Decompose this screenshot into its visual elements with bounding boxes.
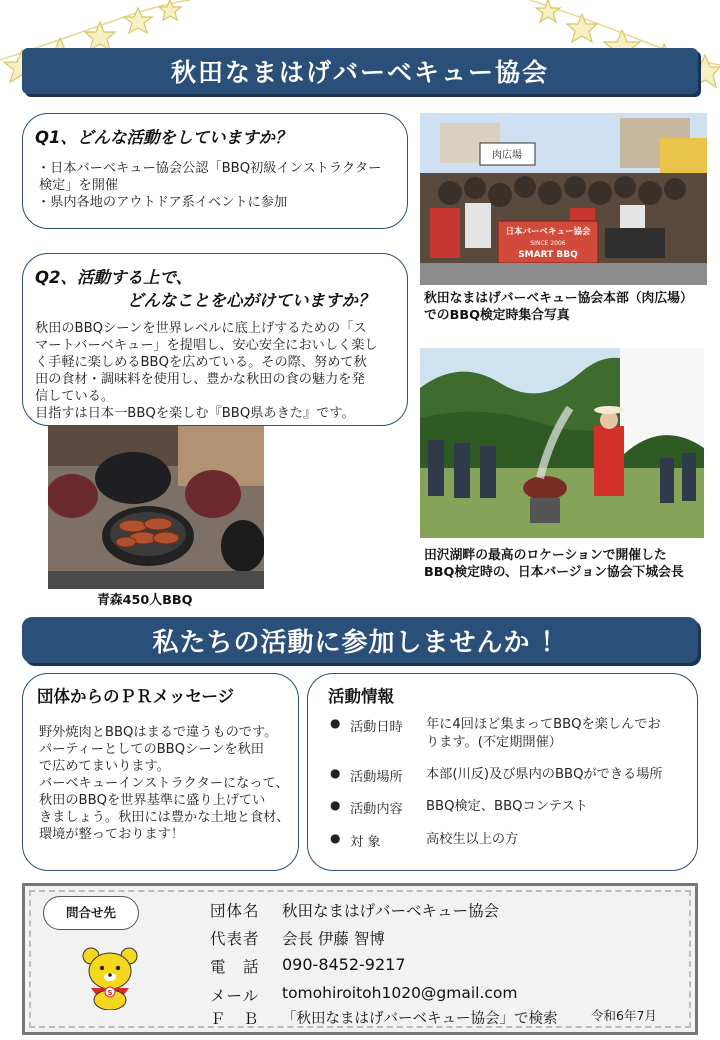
contact-bubble: 問合せ先 (43, 896, 139, 930)
q2-line: く手軽に楽しめるBBQを広めている。その際、努めて秋 (35, 355, 367, 370)
activity-box (307, 673, 698, 871)
title-banner (22, 48, 698, 94)
contact-row-fb (210, 1007, 558, 1029)
pr-title: 団体からのＰＲメッセージ (37, 687, 235, 706)
group-banner-subtext: SINCE 2006 (530, 240, 566, 247)
pr-box (22, 673, 299, 871)
contact-key: メール (210, 987, 260, 1005)
contact-value: 秋田なまはげバーベキュー協会 (282, 902, 500, 920)
aomori-caption: 青森450人BBQ (97, 593, 193, 608)
aomori-photo (48, 426, 264, 589)
activity-row-target (330, 831, 700, 850)
activity-label: 対 象 (350, 835, 381, 850)
issue-date: 令和6年7月 (591, 1008, 657, 1023)
contact-value: 会長 伊藤 智博 (282, 930, 385, 948)
activity-label: 活動内容 (350, 802, 403, 817)
contact-row-email (210, 984, 518, 1006)
contact-row-phone (210, 955, 406, 977)
group-photo (420, 113, 707, 285)
q2-box (22, 253, 408, 426)
group-photo-caption (424, 290, 714, 324)
q1-box (22, 113, 408, 229)
q2-title-line1: Q2、活動する上で、 (35, 268, 193, 287)
mascot-badge-text: S (107, 989, 113, 997)
q2-title-line2: どんなことを心がけていますか？ (127, 291, 375, 310)
contact-key: 代表者 (210, 930, 260, 948)
pr-line: 野外焼肉とBBQはまるで違うものです。 (39, 725, 278, 740)
activity-value: ります。(不定期開催） (426, 735, 562, 750)
bullet-icon: ● (330, 798, 341, 812)
q1-line: ・日本バーベキュー協会公認「BBQ初級インストラクター (37, 161, 382, 176)
q2-line: 信している。 (35, 389, 115, 404)
activity-row-place (330, 766, 700, 785)
pr-line: きましょう。秋田には豊かな土地と食材、 (39, 810, 290, 825)
group-banner-text: 日本バーベキュー協会 (505, 227, 591, 237)
activity-row-datetime (330, 716, 700, 752)
pr-line: パーティーとしてのBBQシーンを秋田 (39, 742, 264, 757)
q1-line: 検定」を開催 (39, 178, 119, 193)
invitation-title: 私たちの活動に参加しませんか ！ (152, 627, 568, 658)
contact-row-rep (210, 927, 385, 949)
contact-value: 「秋田なまはげバーベキュー協会」で検索 (282, 1011, 558, 1027)
group-banner-slogan: SMART BBQ (518, 250, 578, 260)
activity-value: BBQ検定、BBQコンテスト (426, 799, 588, 814)
contact-box (22, 883, 698, 1035)
activity-title: 活動情報 (328, 687, 394, 706)
contact-row-org (210, 899, 499, 921)
pr-line: 秋田のBBQを世界基準に盛り上げてい (39, 793, 266, 808)
activity-row-content (330, 798, 700, 817)
bullet-icon: ● (330, 831, 341, 845)
contact-key: Ｆ Ｂ (210, 1010, 260, 1028)
bullet-icon: ● (330, 716, 341, 730)
pr-line: で広めてまいります。 (39, 759, 170, 774)
q2-line: 秋田のBBQシーンを世界レベルに底上げするための「ス (35, 321, 367, 336)
contact-value[interactable]: tomohiroitoh1020@gmail.com (282, 984, 518, 1002)
q1-title: Q1、どんな活動をしていますか？ (35, 128, 292, 147)
activity-value: 本部(川反)及び県内のBBQができる場所 (426, 767, 663, 782)
activity-label: 活動場所 (350, 770, 403, 785)
contact-key: 電 話 (210, 958, 260, 976)
caption-line: BBQ検定時の、日本バージョン協会下城会長 (424, 565, 684, 580)
pr-line: バーベキューインストラクターになって、 (39, 776, 289, 791)
invitation-banner (22, 617, 698, 663)
activity-label: 活動日時 (350, 720, 403, 735)
q1-line: ・県内各地のアウトドア系イベントに参加 (37, 195, 288, 210)
caption-line: 秋田なまはげバーベキュー協会本部（肉広場） (424, 291, 693, 306)
contact-key: 団体名 (210, 902, 260, 920)
bullet-icon: ● (330, 766, 341, 780)
caption-line: 田沢湖畔の最高のロケーションで開催した (424, 548, 667, 563)
group-sign-text: 肉広場 (492, 150, 522, 161)
q2-line: 目指すは日本一BBQを楽しむ『BBQ県あきた』です。 (35, 406, 355, 421)
caption-line: でのBBQ検定時集合写真 (424, 308, 570, 323)
activity-value: 高校生以上の方 (426, 832, 519, 847)
lake-photo (420, 348, 704, 538)
activity-value: 年に4回ほど集まってBBQを楽しんでお (426, 717, 661, 732)
q2-line: マートバーベキュー」を提唱し、安心安全においしく楽し (35, 338, 378, 353)
bear-mascot-icon (77, 944, 143, 1010)
q2-line: 田の食材・調味料を使用し、豊かな秋田の食の魅力を発 (35, 372, 365, 387)
page-title: 秋田なまはげバーベキュー協会 (170, 58, 549, 87)
contact-value: 090-8452-9217 (282, 955, 406, 974)
lake-photo-caption (424, 547, 714, 581)
pr-line: 環境が整っております！ (39, 827, 185, 842)
